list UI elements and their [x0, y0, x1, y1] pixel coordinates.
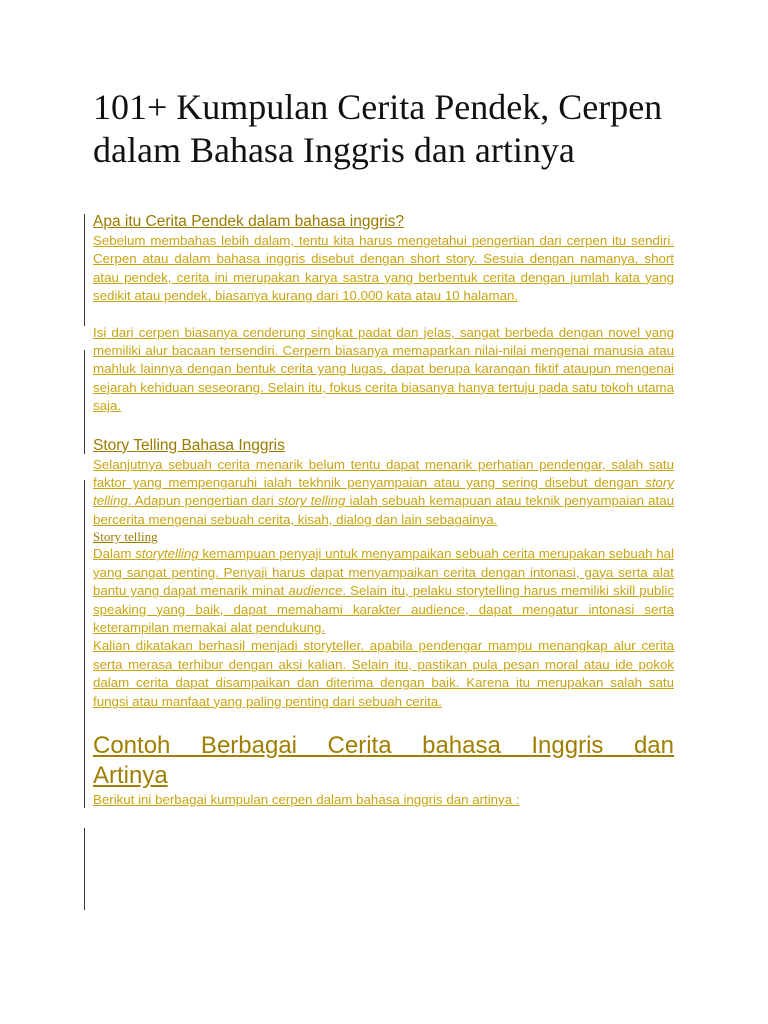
- text-run: Selanjutnya sebuah cerita menarik belum tentu dapat menarik perhatian pendengar, salah satu faktor yang mempengaruhi ialah tekhnik penyampaian atau yang sering disebut dengan: [93, 456, 674, 491]
- text-run: ialah sebuah kemapuan atau teknik penyampaian atau bercerita mengenai sebuah cerita, kisah, dialog dan lain sebagainya.: [93, 493, 674, 527]
- margin-bar: [84, 828, 85, 910]
- paragraph[interactable]: Kalian dikatakan berhasil menjadi storyteller, apabila pendengar mampu menangkap alur cerita serta merasa terhibur dengan aksi kalian. Selain itu, pastikan pula pesan moral atau ide pokok dalam cerita dapat disampaikan dan diterima dengan baik. Karena itu merupakan salah satu fungsi atau manfaat yang paling penting dari sebuah cerita.: [93, 638, 674, 709]
- margin-bar: [84, 480, 85, 808]
- italic-term: story telling: [277, 493, 346, 509]
- paragraph[interactable]: Isi dari cerpen biasanya cenderung singkat padat dan jelas, sangat berbeda dengan novel yang memiliki alur bacaan tersendiri. Cerpern biasanya memaparkan nilai-nilai mengenai manusia atau mahluk lainnya dengan bentuk cerita yang lugas, dapat berupa karangan fiktif ataupun mengenai sejarah kehiduan seseorang. Selain itu, fokus cerita biasanya hanya tertuju pada satu tokoh utama saja.: [93, 324, 675, 414]
- section-spacer: [93, 711, 674, 731]
- paragraph[interactable]: Sebelum membahas lebih dalam, tentu kita harus mengetahui pengertian dari cerpen itu sendiri. Cerpen atau dalam bahasa inggris disebut dengan short story. Sesuia dengan namanya, short atau pendek, cerita ini merupakan karya sastra yang berbentuk cerita dengan jumlah kata yang sedikit atau pendek, biasanya kurang dari 10.000 kata atau 10 halaman.: [93, 233, 674, 304]
- text-run: Dalam: [93, 546, 136, 562]
- page-title: 101+ Kumpulan Cerita Pendek, Cerpen dalam Bahasa Inggris dan artinya: [93, 87, 663, 170]
- paragraph-spacer: [93, 306, 674, 324]
- text-run: . Selain itu, pelaku storytelling harus memiliki skill public speaking yang baik, dapat memahami karakter audience, dapat mengatur intonasi serta keterampilan memakai alat pendukung.: [93, 583, 674, 635]
- section-heading-short-story[interactable]: Apa itu Cerita Pendek dalam bahasa inggris?: [93, 213, 405, 230]
- italic-term: story telling: [93, 475, 674, 509]
- section-spacer: [93, 416, 674, 436]
- section-heading-story-telling[interactable]: Story Telling Bahasa Inggris: [93, 436, 285, 454]
- text-run: kemampuan penyaji untuk menyampaikan sebuah cerita merupakan sebuah hal yang sangat penting. Penyaji harus dapat menyampaikan cerita dengan intonasi, gaya serta alat bantu yang dapat menarik minat: [93, 546, 674, 599]
- section-heading-contoh-line2[interactable]: Artinya: [93, 761, 168, 789]
- paragraph[interactable]: [93, 545, 674, 637]
- section-heading-contoh[interactable]: Contoh Berbagai Cerita bahasa Inggris dan: [93, 731, 674, 759]
- document-body: [93, 212, 674, 809]
- subheading-story-telling[interactable]: Story telling: [93, 529, 158, 545]
- text-run: . Adapun pengertian dari: [127, 493, 278, 509]
- paragraph[interactable]: Berikut ini berbagai kumpulan cerpen dalam bahasa inggris dan artinya :: [93, 791, 520, 807]
- margin-bar: [84, 214, 85, 326]
- italic-term: storytelling: [135, 546, 199, 562]
- margin-bar: [84, 350, 85, 454]
- paragraph[interactable]: [93, 456, 674, 530]
- italic-term: audience: [288, 583, 343, 599]
